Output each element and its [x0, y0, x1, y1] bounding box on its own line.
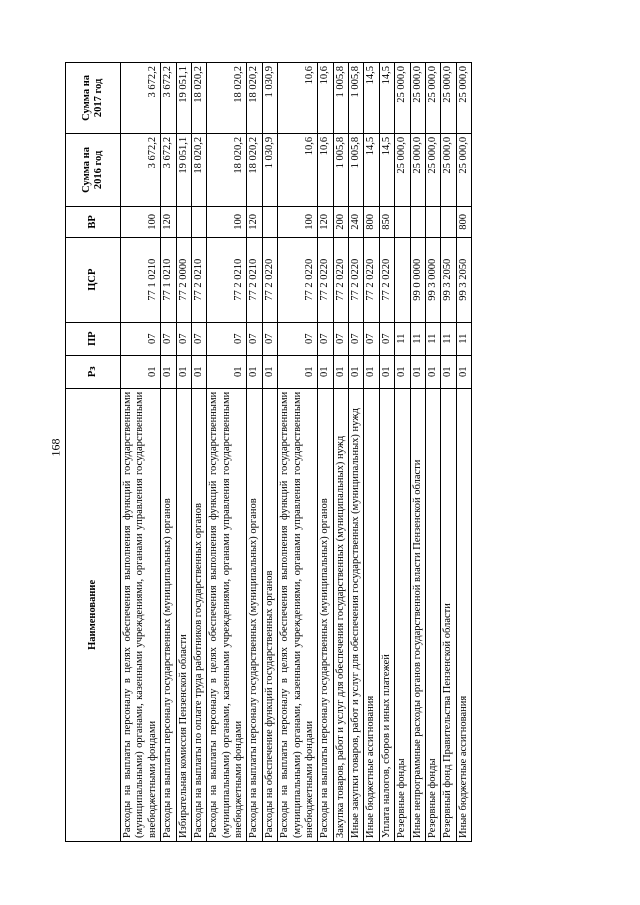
- cell-name: Уплата налогов, сборов и иных платежей: [379, 388, 394, 841]
- cell-sum2016: 3 672,2: [121, 133, 161, 206]
- cell-name: Расходы на выплаты персоналу государственных (муниципальных) органов: [161, 388, 176, 841]
- cell-name: Расходы на выплаты персоналу в целях обеспечения выполнения функций государственными (муниципальными) органами, казенными учреждениями, органами управления государственными внебюджетными фондами: [207, 388, 247, 841]
- cell-pr: 07: [349, 322, 364, 355]
- cell-rz: 01: [262, 355, 277, 388]
- cell-rz: 01: [425, 355, 440, 388]
- header-name: Наименование: [66, 388, 121, 841]
- cell-csr: 77 2 0210: [191, 237, 206, 322]
- cell-sum2017: 1 005,8: [349, 63, 364, 134]
- cell-name: Расходы на выплаты персоналу государственных (муниципальных) органов: [318, 388, 333, 841]
- cell-sum2016: 18 020,2: [207, 133, 247, 206]
- table-row: [349, 63, 364, 842]
- cell-sum2017: 18 020,2: [247, 63, 262, 134]
- cell-sum2017: 25 000,0: [441, 63, 456, 134]
- cell-rz: 01: [364, 355, 379, 388]
- cell-name: Резервный фонд Правительства Пензенской области: [441, 388, 456, 841]
- cell-vr: [262, 207, 277, 238]
- table-row: [395, 63, 410, 842]
- table-row: [262, 63, 277, 842]
- cell-csr: 77 2 0210: [247, 237, 262, 322]
- cell-rz: 01: [247, 355, 262, 388]
- cell-sum2016: 25 000,0: [456, 133, 471, 206]
- cell-name: Резервные фонды: [395, 388, 410, 841]
- cell-rz: 01: [121, 355, 161, 388]
- cell-csr: 77 2 0220: [364, 237, 379, 322]
- cell-sum2016: 18 020,2: [191, 133, 206, 206]
- cell-vr: 800: [456, 207, 471, 238]
- cell-vr: 120: [318, 207, 333, 238]
- cell-sum2017: 10,6: [278, 63, 318, 134]
- cell-sum2016: 19 051,1: [176, 133, 191, 206]
- cell-vr: 120: [247, 207, 262, 238]
- cell-pr: 07: [121, 322, 161, 355]
- cell-pr: 11: [441, 322, 456, 355]
- cell-name: Расходы на выплаты персоналу государственных (муниципальных) органов: [247, 388, 262, 841]
- cell-name: Иные непрограммные расходы органов государственной власти Пензенской области: [410, 388, 425, 841]
- cell-rz: 01: [191, 355, 206, 388]
- cell-csr: 77 2 0220: [262, 237, 277, 322]
- cell-vr: 100: [121, 207, 161, 238]
- cell-vr: [191, 207, 206, 238]
- cell-sum2016: 25 000,0: [410, 133, 425, 206]
- cell-csr: 77 1 0210: [161, 237, 176, 322]
- table-row: [364, 63, 379, 842]
- table-row: [318, 63, 333, 842]
- cell-vr: 240: [349, 207, 364, 238]
- table-header-row: [66, 63, 121, 842]
- cell-pr: 11: [410, 322, 425, 355]
- cell-name: Иные бюджетные ассигнования: [456, 388, 471, 841]
- cell-csr: 77 2 0000: [176, 237, 191, 322]
- cell-csr: 99 3 0000: [425, 237, 440, 322]
- cell-vr: 850: [379, 207, 394, 238]
- cell-sum2017: 14,5: [379, 63, 394, 134]
- cell-sum2017: 18 020,2: [191, 63, 206, 134]
- header-pr: ПР: [66, 322, 121, 355]
- cell-vr: 100: [278, 207, 318, 238]
- cell-sum2017: 14,5: [364, 63, 379, 134]
- cell-pr: 11: [456, 322, 471, 355]
- budget-table: [65, 62, 472, 842]
- table-row: [191, 63, 206, 842]
- header-sum2017: Сумма на 2017 год: [66, 63, 121, 134]
- cell-name: Закупка товаров, работ и услуг для обеспечения государственных (муниципальных) нужд: [333, 388, 348, 841]
- table-row: [278, 63, 318, 842]
- cell-rz: 01: [333, 355, 348, 388]
- table-row: [379, 63, 394, 842]
- cell-pr: 07: [278, 322, 318, 355]
- table-row: [176, 63, 191, 842]
- cell-csr: 77 2 0220: [318, 237, 333, 322]
- cell-csr: 77 2 0220: [278, 237, 318, 322]
- cell-pr: 07: [379, 322, 394, 355]
- cell-vr: 200: [333, 207, 348, 238]
- cell-name: Иные закупки товаров, работ и услуг для обеспечения государственных (муниципальных) нужд: [349, 388, 364, 841]
- cell-csr: 99 3 2050: [441, 237, 456, 322]
- cell-csr: 77 2 0220: [379, 237, 394, 322]
- cell-csr: 77 2 0220: [333, 237, 348, 322]
- header-csr: ЦСР: [66, 237, 121, 322]
- cell-sum2017: 25 000,0: [425, 63, 440, 134]
- cell-rz: 01: [176, 355, 191, 388]
- cell-name: Расходы на обеспечение функций государственных органов: [262, 388, 277, 841]
- cell-pr: 07: [262, 322, 277, 355]
- cell-name: Расходы на выплаты персоналу в целях обеспечения выполнения функций государственными (муниципальными) органами, казенными учреждениями, органами управления государственными внебюджетными фондами: [278, 388, 318, 841]
- cell-sum2017: 19 051,1: [176, 63, 191, 134]
- table-row: [425, 63, 440, 842]
- cell-name: Расходы на выплаты персоналу в целях обеспечения выполнения функций государственными (муниципальными) органами, казенными учреждениями, органами управления государственными внебюджетными фондами: [121, 388, 161, 841]
- cell-sum2017: 18 020,2: [207, 63, 247, 134]
- cell-rz: 01: [318, 355, 333, 388]
- cell-sum2016: 1 005,8: [333, 133, 348, 206]
- cell-pr: 07: [191, 322, 206, 355]
- cell-csr: 99 0 0000: [410, 237, 425, 322]
- cell-sum2016: 25 000,0: [425, 133, 440, 206]
- cell-sum2017: 25 000,0: [456, 63, 471, 134]
- cell-rz: 01: [441, 355, 456, 388]
- rotated-table-wrapper: [65, 62, 595, 842]
- cell-rz: 01: [379, 355, 394, 388]
- cell-sum2016: 10,6: [278, 133, 318, 206]
- table-row: [121, 63, 161, 842]
- table-row: [410, 63, 425, 842]
- cell-csr: 77 2 0210: [207, 237, 247, 322]
- cell-csr: 99 3 2050: [456, 237, 471, 322]
- cell-rz: 01: [161, 355, 176, 388]
- cell-name: Резервные фонды: [425, 388, 440, 841]
- cell-rz: 01: [410, 355, 425, 388]
- cell-csr: 77 1 0210: [121, 237, 161, 322]
- cell-pr: 07: [364, 322, 379, 355]
- cell-vr: 100: [207, 207, 247, 238]
- cell-sum2016: 1 030,9: [262, 133, 277, 206]
- cell-pr: 07: [161, 322, 176, 355]
- cell-rz: 01: [207, 355, 247, 388]
- cell-sum2017: 25 000,0: [395, 63, 410, 134]
- table-row: [247, 63, 262, 842]
- table-row: [207, 63, 247, 842]
- cell-vr: [176, 207, 191, 238]
- cell-rz: 01: [456, 355, 471, 388]
- cell-sum2016: 14,5: [379, 133, 394, 206]
- cell-sum2016: 25 000,0: [395, 133, 410, 206]
- table-row: [456, 63, 471, 842]
- cell-vr: [395, 207, 410, 238]
- cell-name: Иные бюджетные ассигнования: [364, 388, 379, 841]
- cell-sum2017: 1 005,8: [333, 63, 348, 134]
- table-row: [441, 63, 456, 842]
- cell-sum2016: 1 005,8: [349, 133, 364, 206]
- cell-sum2016: 14,5: [364, 133, 379, 206]
- cell-sum2016: 25 000,0: [441, 133, 456, 206]
- header-rz: Рз: [66, 355, 121, 388]
- cell-pr: 11: [425, 322, 440, 355]
- cell-name: Избирательная комиссия Пензенской области: [176, 388, 191, 841]
- cell-sum2017: 3 672,2: [161, 63, 176, 134]
- page-number: 168: [48, 438, 63, 457]
- cell-vr: [410, 207, 425, 238]
- cell-name: Расходы на выплаты по оплате труда работников государственных органов: [191, 388, 206, 841]
- cell-rz: 01: [278, 355, 318, 388]
- cell-sum2016: 18 020,2: [247, 133, 262, 206]
- header-sum2016: Сумма на 2016 год: [66, 133, 121, 206]
- cell-rz: 01: [395, 355, 410, 388]
- cell-sum2017: 25 000,0: [410, 63, 425, 134]
- cell-pr: 07: [247, 322, 262, 355]
- cell-sum2017: 10,6: [318, 63, 333, 134]
- cell-vr: 120: [161, 207, 176, 238]
- cell-vr: [425, 207, 440, 238]
- cell-rz: 01: [349, 355, 364, 388]
- cell-vr: [441, 207, 456, 238]
- cell-pr: 07: [176, 322, 191, 355]
- cell-pr: 07: [207, 322, 247, 355]
- cell-sum2017: 3 672,2: [121, 63, 161, 134]
- header-vr: ВР: [66, 207, 121, 238]
- table-row: [333, 63, 348, 842]
- table-row: [161, 63, 176, 842]
- cell-pr: 07: [318, 322, 333, 355]
- cell-vr: 800: [364, 207, 379, 238]
- cell-pr: 11: [395, 322, 410, 355]
- cell-sum2016: 10,6: [318, 133, 333, 206]
- cell-csr: [395, 237, 410, 322]
- cell-csr: 77 2 0220: [349, 237, 364, 322]
- table-body: [121, 63, 472, 842]
- cell-sum2017: 1 030,9: [262, 63, 277, 134]
- cell-sum2016: 3 672,2: [161, 133, 176, 206]
- cell-pr: 07: [333, 322, 348, 355]
